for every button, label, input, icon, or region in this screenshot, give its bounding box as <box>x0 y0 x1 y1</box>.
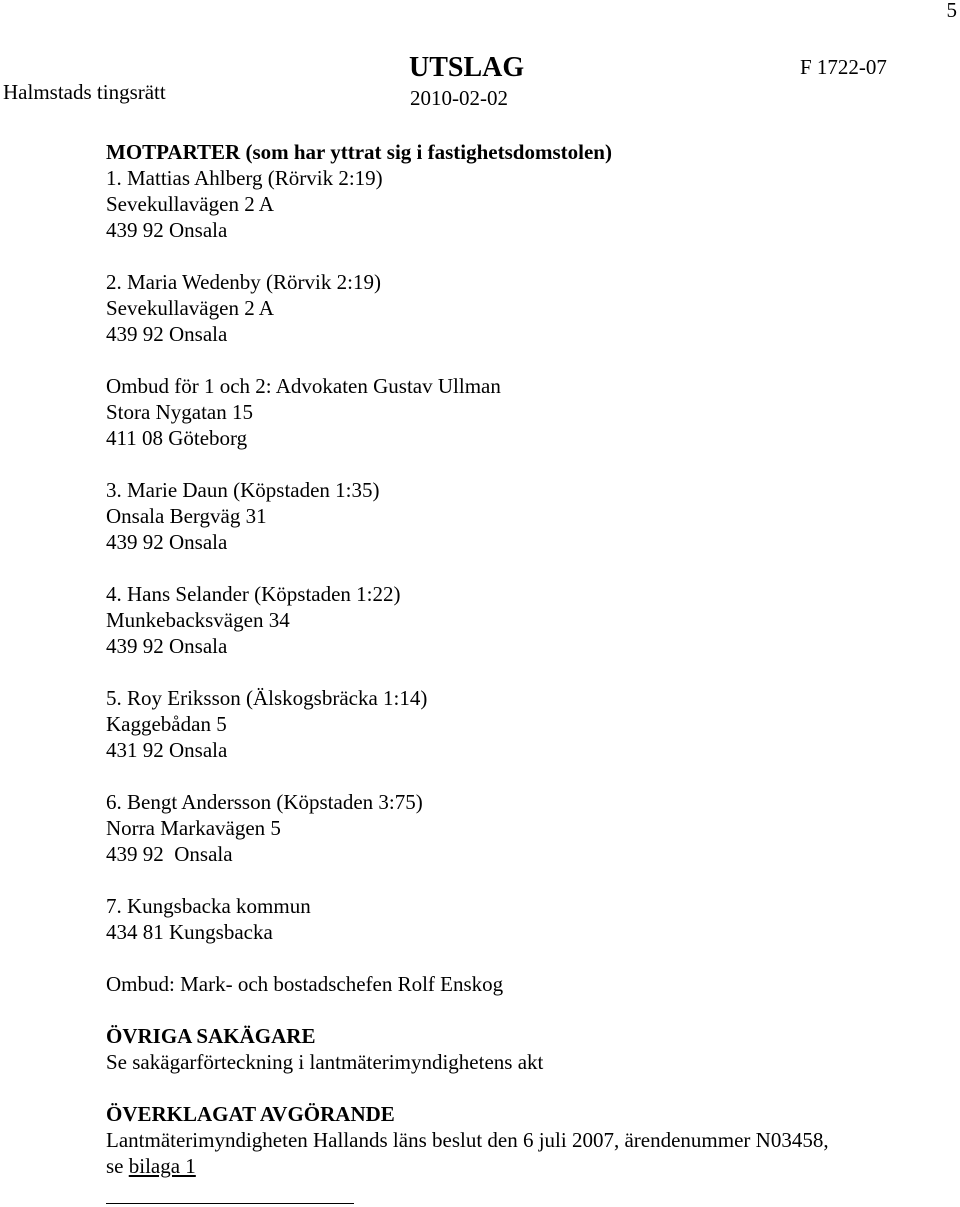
document-title: UTSLAG <box>409 52 525 83</box>
ovriga-heading: ÖVRIGA SAKÄGARE <box>106 1024 316 1048</box>
party-1-street: Sevekullavägen 2 A <box>106 192 274 216</box>
overklagat-line-2 <box>106 1153 196 1179</box>
ombud-1-2-block <box>106 373 501 451</box>
party-4-block <box>106 581 401 659</box>
page-number: 5 <box>946 0 957 22</box>
ombud-1-2-postal: 411 08 Göteborg <box>106 426 248 450</box>
party-5-block <box>106 685 427 763</box>
party-3-name: 3. Marie Daun (Köpstaden 1:35) <box>106 478 380 502</box>
court-name: Halmstads tingsrätt <box>3 80 166 104</box>
party-3-block <box>106 477 380 555</box>
party-2-block <box>106 269 381 347</box>
party-4-street: Munkebacksvägen 34 <box>106 608 290 632</box>
party-6-block <box>106 789 423 867</box>
party-4-name: 4. Hans Selander (Köpstaden 1:22) <box>106 582 401 606</box>
party-1-postal: 439 92 Onsala <box>106 218 228 242</box>
party-7-postal: 434 81 Kungsbacka <box>106 920 273 944</box>
overklagat-line-2-prefix: se <box>106 1154 129 1178</box>
party-4-postal: 439 92 Onsala <box>106 634 228 658</box>
party-2-street: Sevekullavägen 2 A <box>106 296 274 320</box>
ovriga-text: Se sakägarförteckning i lantmäterimyndighetens akt <box>106 1050 544 1074</box>
motparter-heading: MOTPARTER (som har yttrat sig i fastighetsdomstolen) <box>106 140 612 164</box>
overklagat-line-1: Lantmäterimyndigheten Hallands läns beslut den 6 juli 2007, ärendenummer N03458, <box>106 1128 829 1152</box>
party-5-postal: 431 92 Onsala <box>106 738 228 762</box>
party-7-block <box>106 893 311 945</box>
party-3-street: Onsala Bergväg 31 <box>106 504 267 528</box>
case-number: F 1722-07 <box>800 55 887 79</box>
separator-line <box>106 1203 354 1204</box>
party-5-name: 5. Roy Eriksson (Älskogsbräcka 1:14) <box>106 686 428 710</box>
ombud-1-2-street: Stora Nygatan 15 <box>106 400 253 424</box>
party-6-name: 6. Bengt Andersson (Köpstaden 3:75) <box>106 790 423 814</box>
party-1-block <box>106 165 383 243</box>
party-2-name: 2. Maria Wedenby (Rörvik 2:19) <box>106 270 381 294</box>
party-2-postal: 439 92 Onsala <box>106 322 228 346</box>
party-3-postal: 439 92 Onsala <box>106 530 228 554</box>
party-1-name: 1. Mattias Ahlberg (Rörvik 2:19) <box>106 166 383 190</box>
party-6-street: Norra Markavägen 5 <box>106 816 281 840</box>
party-6-postal: 439 92 Onsala <box>106 842 233 866</box>
document-date: 2010-02-02 <box>410 86 508 110</box>
ombud-7: Ombud: Mark- och bostadschefen Rolf Enskog <box>106 972 504 996</box>
bilaga-link[interactable]: bilaga 1 <box>128 1154 196 1178</box>
overklagat-heading: ÖVERKLAGAT AVGÖRANDE <box>106 1102 395 1126</box>
party-7-name: 7. Kungsbacka kommun <box>106 894 311 918</box>
party-5-street: Kaggebådan 5 <box>106 712 227 736</box>
ombud-1-2-name: Ombud för 1 och 2: Advokaten Gustav Ullman <box>106 374 501 398</box>
